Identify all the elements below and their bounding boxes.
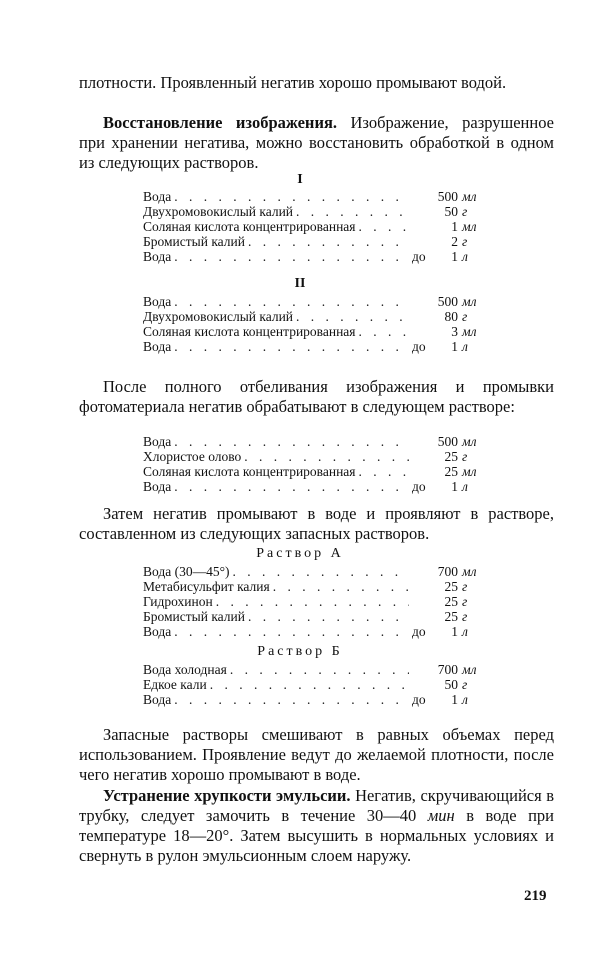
- quantity-unit: мл: [462, 662, 477, 677]
- quantity-prefix: до: [412, 624, 426, 639]
- recipe-row: [143, 479, 488, 494]
- recipe-row: [143, 579, 488, 594]
- recipe-row: [143, 564, 488, 579]
- quantity-unit: мл: [462, 219, 477, 234]
- quantity-value: 500: [437, 294, 458, 309]
- page-number: 219: [524, 888, 547, 904]
- recipe-table: [143, 189, 488, 264]
- solution-a-heading: Раствор А: [256, 546, 344, 561]
- recipe-row: [143, 249, 488, 264]
- leader-dots: [174, 624, 409, 639]
- quantity-value: 80: [444, 309, 458, 324]
- recipe-row: [143, 294, 488, 309]
- quantity-unit: л: [462, 249, 468, 264]
- recipe-table: [143, 294, 488, 354]
- quantity-value: 1: [451, 624, 458, 639]
- quantity-prefix: до: [412, 692, 426, 707]
- paragraph-stock-solutions: Запасные растворы смешивают в равных объемах перед использованием. Проявление ведут до желаемой плотности, после чего негатив хорошо промывают в воде.: [79, 725, 554, 784]
- ingredient-name: Вода: [143, 624, 172, 639]
- leader-dots: [359, 464, 409, 479]
- quantity-value: 25: [444, 579, 458, 594]
- ingredient-name: Двухромовокислый калий: [143, 204, 294, 219]
- recipe-row: [143, 434, 488, 449]
- quantity-unit: л: [462, 479, 468, 494]
- section-title-brittleness: Устранение хрупкости эмульсии.: [103, 786, 351, 805]
- quantity-unit: г: [462, 579, 468, 594]
- quantity-unit: л: [462, 339, 468, 354]
- leader-dots: [210, 677, 409, 692]
- ingredient-name: Соляная кислота концентрированная: [143, 219, 356, 234]
- quantity-prefix: до: [412, 339, 426, 354]
- quantity-unit: мл: [462, 434, 477, 449]
- quantity-value: 700: [437, 662, 458, 677]
- paragraph-brittleness: [79, 786, 554, 866]
- quantity-value: 1: [451, 339, 458, 354]
- leader-dots: [174, 339, 409, 354]
- recipe-row: [143, 324, 488, 339]
- leader-dots: [248, 234, 409, 249]
- quantity-unit: мл: [462, 324, 477, 339]
- ingredient-name: Метабисульфит калия: [143, 579, 270, 594]
- recipe-row: [143, 449, 488, 464]
- ingredient-name: Вода: [143, 692, 172, 707]
- quantity-value: 500: [437, 189, 458, 204]
- recipe-table: [143, 662, 488, 707]
- quantity-unit: л: [462, 624, 468, 639]
- ingredient-name: Бромистый калий: [143, 609, 245, 624]
- quantity-unit: г: [462, 449, 468, 464]
- recipe-heading-2: II: [294, 276, 306, 291]
- recipe-row: [143, 189, 488, 204]
- quantity-value: 50: [444, 677, 458, 692]
- leader-dots: [359, 219, 409, 234]
- quantity-unit: г: [462, 309, 468, 324]
- quantity-value: 1: [451, 479, 458, 494]
- leader-dots: [174, 434, 409, 449]
- paragraph-density: плотности. Проявленный негатив хорошо промывают водой.: [79, 73, 507, 92]
- ingredient-name: Вода: [143, 434, 172, 449]
- quantity-value: 1: [451, 249, 458, 264]
- leader-dots: [174, 294, 409, 309]
- recipe-row: [143, 594, 488, 609]
- quantity-value: 700: [437, 564, 458, 579]
- leader-dots: [233, 564, 410, 579]
- paragraph-development: Затем негатив промывают в воде и проявляют в растворе, составленном из следующих запасных растворов.: [79, 504, 554, 543]
- quantity-unit: мл: [462, 294, 477, 309]
- leader-dots: [273, 579, 409, 594]
- leader-dots: [248, 609, 409, 624]
- quantity-value: 25: [444, 594, 458, 609]
- recipe-table: [143, 434, 488, 494]
- solution-b-heading: Раствор Б: [257, 644, 343, 659]
- section-title-restoration: Восстановление изображения.: [103, 113, 338, 132]
- ingredient-name: Бромистый калий: [143, 234, 245, 249]
- leader-dots: [244, 449, 409, 464]
- recipe-row: [143, 339, 488, 354]
- paragraph-restoration-text: Изображение, разрушенное при хранении негатива, можно восстановить обработкой в одном из следующих растворов.: [79, 113, 554, 172]
- ingredient-name: Едкое кали: [143, 677, 207, 692]
- recipe-row: [143, 692, 488, 707]
- recipe-row: [143, 464, 488, 479]
- quantity-value: 1: [451, 219, 458, 234]
- quantity-value: 50: [444, 204, 458, 219]
- ingredient-name: Вода: [143, 189, 172, 204]
- recipe-row: [143, 204, 488, 219]
- leader-dots: [174, 249, 409, 264]
- quantity-value: 25: [444, 449, 458, 464]
- recipe-row: [143, 234, 488, 249]
- quantity-unit: мл: [462, 464, 477, 479]
- quantity-value: 500: [437, 434, 458, 449]
- ingredient-name: Вода: [143, 339, 172, 354]
- recipe-table: [143, 564, 488, 639]
- quantity-unit: г: [462, 234, 468, 249]
- ingredient-name: Вода холодная: [143, 662, 227, 677]
- leader-dots: [174, 692, 409, 707]
- quantity-unit: г: [462, 677, 468, 692]
- quantity-value: 1: [451, 692, 458, 707]
- quantity-prefix: до: [412, 479, 426, 494]
- leader-dots: [174, 189, 409, 204]
- paragraph-brittleness-text-b: в воде при температуре 18—20°. Затем высушить в нормальных условиях и свернуть в рулон эмульсионным слоем наружу.: [79, 806, 554, 865]
- recipe-row: [143, 624, 488, 639]
- recipe-row: [143, 609, 488, 624]
- paragraph-restoration: [79, 113, 554, 173]
- ingredient-name: Вода: [143, 479, 172, 494]
- ingredient-name: Соляная кислота концентрированная: [143, 324, 356, 339]
- recipe-row: [143, 309, 488, 324]
- paragraph-brittleness-text-a: Негатив, скручивающийся в трубку, следует замочить в течение 30—40: [79, 786, 554, 825]
- recipe-row: [143, 219, 488, 234]
- ingredient-name: Двухромовокислый калий: [143, 309, 294, 324]
- leader-dots: [174, 479, 409, 494]
- recipe-row: [143, 677, 488, 692]
- quantity-unit: мл: [462, 564, 477, 579]
- leader-dots: [216, 594, 409, 609]
- leader-dots: [296, 204, 409, 219]
- minutes-unit: мин: [427, 806, 455, 825]
- ingredient-name: Вода: [143, 249, 172, 264]
- ingredient-name: Вода (30—45°): [143, 564, 230, 579]
- recipe-row: [143, 662, 488, 677]
- leader-dots: [230, 662, 409, 677]
- leader-dots: [359, 324, 409, 339]
- quantity-unit: г: [462, 594, 468, 609]
- quantity-unit: л: [462, 692, 468, 707]
- quantity-value: 3: [451, 324, 458, 339]
- quantity-value: 25: [444, 464, 458, 479]
- quantity-unit: г: [462, 609, 468, 624]
- quantity-value: 25: [444, 609, 458, 624]
- ingredient-name: Гидрохинон: [143, 594, 213, 609]
- quantity-unit: г: [462, 204, 468, 219]
- ingredient-name: Хлористое олово: [143, 449, 242, 464]
- quantity-prefix: до: [412, 249, 426, 264]
- quantity-value: 2: [451, 234, 458, 249]
- recipe-heading-1: I: [297, 172, 303, 187]
- leader-dots: [296, 309, 409, 324]
- quantity-unit: мл: [462, 189, 477, 204]
- paragraph-bleaching: После полного отбеливания изображения и промывки фотоматериала негатив обрабатывают в следующем растворе:: [79, 377, 554, 416]
- ingredient-name: Соляная кислота концентрированная: [143, 464, 356, 479]
- ingredient-name: Вода: [143, 294, 172, 309]
